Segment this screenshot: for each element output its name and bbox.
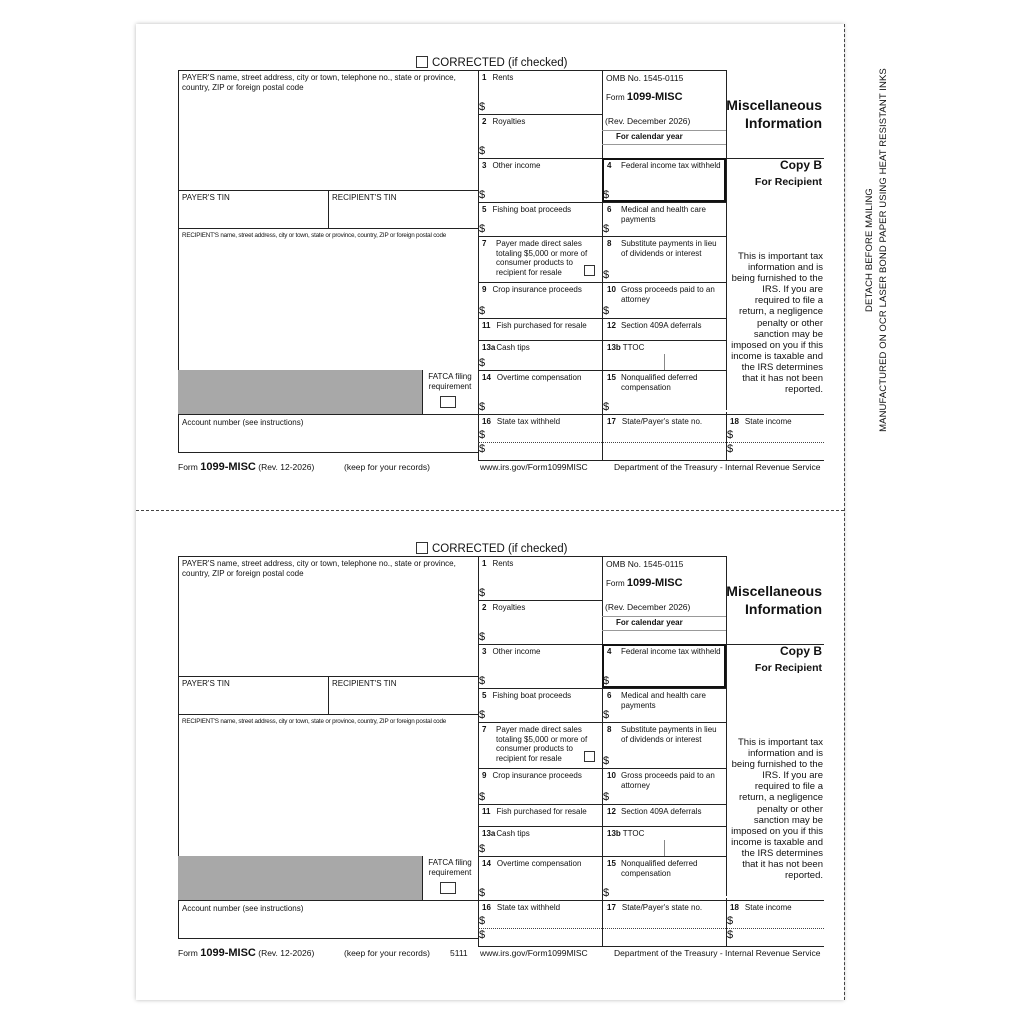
box-18-dollar: $	[727, 915, 734, 927]
box-8-number	[607, 239, 615, 249]
fatca-label: FATCA filing requirement	[428, 372, 472, 391]
box-14-label	[482, 373, 600, 383]
box-2-label	[482, 117, 600, 127]
box-4-number	[607, 647, 615, 657]
corrected-checkbox[interactable]	[416, 56, 428, 68]
grid-line	[478, 722, 726, 723]
label-text: 2	[482, 603, 487, 612]
box-1-dollar: $	[479, 101, 486, 113]
label-text: Royalties	[492, 603, 526, 612]
box-10-label: Gross proceeds paid to an attorney	[621, 771, 715, 790]
label-text: 11	[482, 807, 491, 816]
grid-line	[478, 236, 726, 237]
box-14-dollar: $	[479, 887, 486, 899]
box-5-label	[482, 205, 600, 215]
box-6-number	[607, 205, 615, 215]
box-15-number	[607, 373, 619, 383]
account-number-label: Account number (see instructions)	[182, 418, 304, 427]
grid-line	[478, 804, 726, 805]
label-text: State/Payer's state no.	[621, 417, 703, 426]
box-7-checkbox[interactable]	[584, 265, 595, 276]
manufactured-text: MANUFACTURED ON OCR LASER BOND PAPER USING HEAT RESISTANT INKS	[878, 68, 889, 432]
grid-line	[478, 644, 602, 645]
grid-line	[478, 282, 726, 283]
label-text: 6	[607, 205, 612, 214]
box-16-label	[482, 903, 600, 913]
fatca-checkbox[interactable]	[440, 882, 456, 894]
box-6-dollar: $	[603, 709, 610, 721]
box-3-label	[482, 161, 600, 171]
grid-line	[478, 370, 726, 371]
box-15-label: Nonqualified deferred compensation	[621, 859, 698, 878]
grid-line	[602, 616, 726, 617]
grid-line	[478, 158, 602, 159]
grid-line	[422, 370, 423, 414]
box-18-label	[730, 417, 824, 427]
footer-url: www.irs.gov/Form1099MISC	[480, 462, 588, 472]
box-11-label	[482, 807, 600, 817]
form-name-line	[606, 578, 683, 589]
label-text: 12	[607, 807, 616, 816]
label-text: 18	[730, 417, 739, 426]
label-text: 1099-MISC	[626, 577, 683, 589]
box-13b-label	[607, 343, 725, 353]
box-13a-dollar: $	[479, 357, 486, 369]
box-13b-label	[607, 829, 725, 839]
box-7-checkbox[interactable]	[584, 751, 595, 762]
corrected-label: CORRECTED (if checked)	[432, 57, 568, 69]
label-text: Form	[606, 93, 625, 102]
recipient-name-label: RECIPIENT'S name, street address, city or town, state or province, country, ZIP or foreign postal code	[182, 232, 447, 239]
label-text: Rents	[492, 559, 514, 568]
grid-line	[478, 826, 726, 827]
box-17-label	[607, 417, 725, 427]
box-8-dollar: $	[603, 269, 610, 281]
corrected-label: CORRECTED (if checked)	[432, 543, 568, 555]
label-text: Crop insurance proceeds	[492, 285, 582, 294]
label-text: 10	[607, 285, 616, 294]
label-text: 16	[482, 417, 491, 426]
box-14-label	[482, 859, 600, 869]
box-10-label: Gross proceeds paid to an attorney	[621, 285, 715, 304]
label-text: 1	[482, 73, 487, 82]
calendar-year-label: For calendar year	[616, 132, 683, 141]
label-text: 1099-MISC	[200, 947, 256, 959]
grid-line	[328, 676, 329, 714]
grid-line	[478, 460, 824, 461]
grid-line	[178, 414, 824, 415]
box-6-label: Medical and health care payments	[621, 205, 706, 224]
side-margin-text	[863, 50, 897, 450]
label-text: 13a	[482, 829, 496, 838]
label-text: State tax withheld	[496, 417, 561, 426]
grid-line	[602, 630, 726, 631]
revision-date: (Rev. December 2026)	[605, 602, 691, 612]
footer-form-id	[178, 948, 314, 959]
fatca-label: FATCA filing requirement	[428, 858, 472, 877]
box-1-dollar: $	[479, 587, 486, 599]
grid-line	[478, 600, 602, 601]
detach-text: DETACH BEFORE MAILING	[864, 188, 875, 312]
grid-line	[422, 856, 423, 900]
grid-line	[178, 900, 824, 901]
label-text: 12	[607, 321, 616, 330]
footer-department: Department of the Treasury - Internal Revenue Service	[614, 948, 821, 958]
label-text: Form	[606, 579, 625, 588]
box-7-number	[482, 239, 490, 249]
grid-line	[178, 190, 478, 191]
grid-line	[328, 190, 329, 228]
important-tax-notice: This is important tax information and is being furnished to the IRS. If you are required to file a return, a negligence penalty or other sanction may be imposed on you if this income is taxable and the IRS determines that it has not been reported.	[731, 737, 823, 882]
form-1099-misc-top	[178, 56, 824, 476]
label-text: 14	[482, 859, 491, 868]
label-text: 3	[482, 161, 487, 170]
box-1-label	[482, 559, 600, 569]
label-text: Fishing boat proceeds	[492, 205, 572, 214]
label-text: 4	[607, 161, 612, 170]
grid-line	[478, 202, 726, 203]
grid-line	[664, 354, 665, 370]
box-2-dollar: $	[479, 145, 486, 157]
box-6-number	[607, 691, 615, 701]
box-6-dollar: $	[603, 223, 610, 235]
label-text: TTOC	[622, 343, 645, 352]
shaded-area	[178, 370, 422, 414]
grid-line	[178, 938, 478, 939]
box-8-dollar: $	[603, 755, 610, 767]
box-3-label	[482, 647, 600, 657]
footer-url: www.irs.gov/Form1099MISC	[480, 948, 588, 958]
box-4-dollar: $	[603, 189, 610, 201]
corrected-checkbox-row	[416, 56, 567, 70]
recipient-name-label: RECIPIENT'S name, street address, city or town, state or province, country, ZIP or foreign postal code	[182, 718, 447, 725]
label-text: 2	[482, 117, 487, 126]
omb-number: OMB No. 1545-0115	[606, 73, 684, 83]
footer-keep-records: (keep for your records)	[344, 462, 430, 472]
label-text: 1099-MISC	[626, 91, 683, 103]
box-15-dollar: $	[603, 401, 610, 413]
recipient-tin-label: RECIPIENT'S TIN	[332, 193, 397, 202]
state-divider-line	[478, 928, 824, 929]
box-11-label	[482, 321, 600, 331]
box-4-label: Federal income tax withheld	[621, 647, 721, 656]
label-text: Other income	[492, 161, 541, 170]
grid-line	[178, 70, 478, 71]
box-9-dollar: $	[479, 791, 486, 803]
label-text: Overtime compensation	[496, 859, 582, 868]
label-text: 13b	[607, 829, 621, 838]
label-text: 13a	[482, 343, 496, 352]
box-16-label	[482, 417, 600, 427]
box-16-dollar-2: $	[479, 443, 486, 455]
label-text: Form	[178, 462, 198, 472]
label-text: Royalties	[492, 117, 526, 126]
box-15-label: Nonqualified deferred compensation	[621, 373, 698, 392]
footer-keep-records: (keep for your records)	[344, 948, 430, 958]
label-text: (Rev. 12-2026)	[258, 462, 315, 472]
box-12-label: Section 409A deferrals	[621, 807, 702, 816]
label-text: Fish purchased for resale	[496, 807, 587, 816]
payer-tin-label: PAYER'S TIN	[182, 193, 230, 202]
perforation-vertical	[844, 24, 845, 1000]
label-text: 14	[482, 373, 491, 382]
label-text: 5	[482, 205, 487, 214]
footer-form-id	[178, 462, 314, 473]
box-13a-label	[482, 829, 600, 839]
label-text: 9	[482, 771, 487, 780]
box-3-dollar: $	[479, 189, 486, 201]
grid-line	[478, 856, 726, 857]
shaded-area	[178, 856, 422, 900]
box-3-dollar: $	[479, 675, 486, 687]
form-title: Miscellaneous Information	[726, 97, 822, 131]
box-8-number	[607, 725, 615, 735]
box-18-dollar-2: $	[727, 929, 734, 941]
grid-line	[178, 556, 478, 557]
account-number-label: Account number (see instructions)	[182, 904, 304, 913]
fatca-checkbox[interactable]	[440, 396, 456, 408]
box-18-dollar: $	[727, 429, 734, 441]
corrected-checkbox[interactable]	[416, 542, 428, 554]
box-15-number	[607, 859, 619, 869]
label-text: 10	[607, 771, 616, 780]
payer-name-label: PAYER'S name, street address, city or town, telephone no., state or province, country, ZIP or foreign postal code	[182, 559, 456, 578]
label-text: Fish purchased for resale	[496, 321, 587, 330]
box-17-label	[607, 903, 725, 913]
label-text: 16	[482, 903, 491, 912]
box-10-number	[607, 771, 619, 781]
box-5-dollar: $	[479, 223, 486, 235]
grid-line	[602, 130, 726, 131]
grid-line	[478, 688, 726, 689]
label-text: State income	[744, 417, 792, 426]
label-text: 11	[482, 321, 491, 330]
grid-line	[478, 114, 602, 115]
box-9-label	[482, 771, 600, 781]
grid-line	[178, 676, 478, 677]
box-13a-dollar: $	[479, 843, 486, 855]
box-8-label: Substitute payments in lieu of dividends or interest	[621, 239, 717, 258]
label-text: TTOC	[622, 829, 645, 838]
form-title: Miscellaneous Information	[726, 583, 822, 617]
grid-line	[664, 840, 665, 856]
label-text: State/Payer's state no.	[621, 903, 703, 912]
box-15-dollar: $	[603, 887, 610, 899]
payer-tin-label: PAYER'S TIN	[182, 679, 230, 688]
form-1099-misc-bottom	[178, 542, 824, 962]
box-16-dollar: $	[479, 429, 486, 441]
label-text: 17	[607, 903, 616, 912]
state-divider-line	[478, 442, 824, 443]
box-2-label	[482, 603, 600, 613]
label-text: Form	[178, 948, 198, 958]
label-text: 17	[607, 417, 616, 426]
grid-line	[178, 714, 478, 715]
important-tax-notice: This is important tax information and is being furnished to the IRS. If you are required to file a return, a negligence penalty or other sanction may be imposed on you if this income is taxable and the IRS determines that it has not been reported.	[731, 251, 823, 396]
grid-line	[178, 228, 478, 229]
grid-line	[478, 946, 824, 947]
box-13a-label	[482, 343, 600, 353]
footer-code: 5111	[450, 948, 468, 958]
box-8-label: Substitute payments in lieu of dividends or interest	[621, 725, 717, 744]
corrected-checkbox-row	[416, 542, 567, 556]
label-text: 1	[482, 559, 487, 568]
box-10-dollar: $	[603, 791, 610, 803]
calendar-year-label: For calendar year	[616, 618, 683, 627]
omb-number: OMB No. 1545-0115	[606, 559, 684, 569]
footer-department: Department of the Treasury - Internal Revenue Service	[614, 462, 821, 472]
box-9-label	[482, 285, 600, 295]
box-5-label	[482, 691, 600, 701]
box-2-dollar: $	[479, 631, 486, 643]
grid-line	[602, 144, 726, 145]
for-recipient-label: For Recipient	[754, 176, 822, 188]
grid-line	[478, 768, 726, 769]
label-text: 9	[482, 285, 487, 294]
box-7-number	[482, 725, 490, 735]
label-text: 8	[607, 725, 612, 734]
revision-date: (Rev. December 2026)	[605, 116, 691, 126]
box-12-number	[607, 321, 619, 331]
grid-line	[478, 340, 726, 341]
label-text: 8	[607, 239, 612, 248]
copy-label: Copy B	[780, 644, 822, 658]
label-text: 3	[482, 647, 487, 656]
box-18-dollar-2: $	[727, 443, 734, 455]
copy-label: Copy B	[780, 158, 822, 172]
box-12-number	[607, 807, 619, 817]
label-text: 13b	[607, 343, 621, 352]
label-text: Overtime compensation	[496, 373, 582, 382]
box-4-label: Federal income tax withheld	[621, 161, 721, 170]
label-text: 1099-MISC	[200, 461, 256, 473]
label-text: 4	[607, 647, 612, 656]
for-recipient-label: For Recipient	[754, 662, 822, 674]
grid-line	[478, 318, 726, 319]
box-7-label: Payer made direct sales totaling $5,000 or more of consumer products to recipient for resale	[496, 239, 588, 277]
box-10-dollar: $	[603, 305, 610, 317]
box-9-dollar: $	[479, 305, 486, 317]
box-10-number	[607, 285, 619, 295]
payer-name-label: PAYER'S name, street address, city or town, telephone no., state or province, country, ZIP or foreign postal code	[182, 73, 456, 92]
recipient-tin-label: RECIPIENT'S TIN	[332, 679, 397, 688]
label-text: 6	[607, 691, 612, 700]
label-text: 7	[482, 725, 487, 734]
label-text: 18	[730, 903, 739, 912]
label-text: (Rev. 12-2026)	[258, 948, 315, 958]
label-text: Fishing boat proceeds	[492, 691, 572, 700]
form-name-line	[606, 92, 683, 103]
box-18-label	[730, 903, 824, 913]
label-text: Rents	[492, 73, 514, 82]
label-text: 15	[607, 373, 616, 382]
box-5-dollar: $	[479, 709, 486, 721]
box-4-number	[607, 161, 615, 171]
label-text: State tax withheld	[496, 903, 561, 912]
label-text: State income	[744, 903, 792, 912]
grid-line	[178, 452, 478, 453]
box-7-label: Payer made direct sales totaling $5,000 or more of consumer products to recipient for resale	[496, 725, 588, 763]
label-text: 15	[607, 859, 616, 868]
box-14-dollar: $	[479, 401, 486, 413]
box-16-dollar: $	[479, 915, 486, 927]
label-text: Crop insurance proceeds	[492, 771, 582, 780]
box-16-dollar-2: $	[479, 929, 486, 941]
box-6-label: Medical and health care payments	[621, 691, 706, 710]
label-text: 5	[482, 691, 487, 700]
label-text: 7	[482, 239, 487, 248]
perforation-horizontal	[136, 510, 844, 511]
label-text: Other income	[492, 647, 541, 656]
box-4-dollar: $	[603, 675, 610, 687]
label-text: Cash tips	[496, 829, 530, 838]
box-12-label: Section 409A deferrals	[621, 321, 702, 330]
label-text: Cash tips	[496, 343, 530, 352]
box-1-label	[482, 73, 600, 83]
